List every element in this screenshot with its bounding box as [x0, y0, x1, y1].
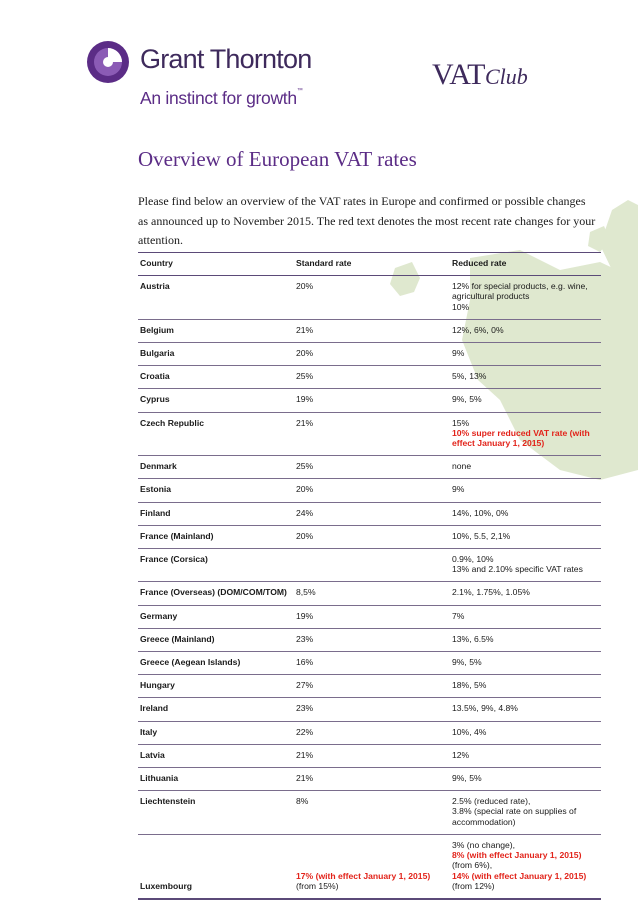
rate-line: 20% [296, 348, 314, 359]
rate-line: 7% [452, 610, 465, 621]
rate-line: 22% [296, 726, 314, 737]
rate-line: 10%, 4% [452, 726, 487, 737]
table-row [138, 721, 601, 744]
tagline-text: An instinct for growth [140, 88, 297, 108]
vat-rates-table [138, 252, 601, 900]
trademark-symbol: ™ [296, 88, 303, 94]
rate-line: 0.9%, 10% [452, 554, 494, 565]
cell-country: Estonia [138, 479, 294, 502]
cell-country: Belgium [138, 319, 294, 342]
cell-reduced-rate [450, 319, 601, 342]
cell-standard-rate [294, 768, 450, 791]
cell-reduced-rate [450, 343, 601, 366]
rate-line: none [452, 461, 472, 472]
table-row [138, 791, 601, 835]
table-row [138, 276, 601, 320]
rate-change-highlight: 17% (with effect January 1, 2015) [296, 870, 431, 881]
cell-standard-rate [294, 366, 450, 389]
rate-line: 21% [296, 773, 314, 784]
cell-country: Croatia [138, 366, 294, 389]
rate-line: 19% [296, 394, 314, 405]
cell-standard-rate [294, 628, 450, 651]
cell-reduced-rate [450, 479, 601, 502]
rate-line: 25% [296, 461, 314, 472]
rate-line: 10%, 5.5, 2,1% [452, 530, 511, 541]
cell-standard-rate [294, 791, 450, 835]
rate-line: 8% [296, 796, 309, 807]
cell-country: Italy [138, 721, 294, 744]
cell-standard-rate [294, 582, 450, 605]
company-name: Grant Thornton [140, 44, 312, 74]
cell-country: Hungary [138, 675, 294, 698]
cell-standard-rate [294, 343, 450, 366]
rate-line: 2.5% (reduced rate), [452, 796, 531, 807]
table-row [138, 343, 601, 366]
rate-line: 9%, 5% [452, 773, 482, 784]
rate-line: 25% [296, 371, 314, 382]
cell-reduced-rate [450, 721, 601, 744]
cell-standard-rate [294, 319, 450, 342]
rate-change-highlight: 10% super reduced VAT rate (with effect January 1, 2015) [452, 427, 590, 449]
table-row [138, 675, 601, 698]
cell-standard-rate [294, 456, 450, 479]
page-title: Overview of European VAT rates [138, 147, 417, 171]
vat-club-club: Club [484, 64, 528, 89]
cell-country: Czech Republic [138, 412, 294, 456]
rate-line: 12%, 6%, 0% [452, 324, 504, 335]
rate-line: 14%, 10%, 0% [452, 507, 509, 518]
column-header-reduced-rate: Reduced rate [450, 253, 601, 276]
rate-line: 3.8% (special rate on supplies of accommodation) [452, 806, 577, 827]
table-row [138, 502, 601, 525]
cell-country: Lithuania [138, 768, 294, 791]
rate-line: 21% [296, 749, 314, 760]
cell-reduced-rate [450, 628, 601, 651]
table-row [138, 479, 601, 502]
cell-country: Denmark [138, 456, 294, 479]
rate-line: 9% [452, 484, 465, 495]
cell-country: France (Mainland) [138, 525, 294, 548]
rate-line: (from 12%) [452, 880, 495, 891]
cell-standard-rate [294, 502, 450, 525]
rate-change-highlight: 8% (with effect January 1, 2015) [452, 850, 582, 861]
table-row [138, 319, 601, 342]
cell-reduced-rate [450, 675, 601, 698]
rate-line: 2.1%, 1.75%, 1.05% [452, 587, 530, 598]
cell-standard-rate [294, 605, 450, 628]
cell-country: Finland [138, 502, 294, 525]
cell-standard-rate [294, 675, 450, 698]
cell-country: Greece (Aegean Islands) [138, 652, 294, 675]
rate-line: 12% for special products, e.g. wine, agricultural products [452, 281, 588, 302]
cell-country: Cyprus [138, 389, 294, 412]
rate-line: 9%, 5% [452, 394, 482, 405]
table-row [138, 652, 601, 675]
rate-line: 20% [296, 530, 314, 541]
cell-reduced-rate [450, 768, 601, 791]
rate-line: 24% [296, 507, 314, 518]
table-row [138, 366, 601, 389]
cell-standard-rate [294, 834, 450, 899]
table-row [138, 389, 601, 412]
cell-reduced-rate [450, 698, 601, 721]
table-row [138, 768, 601, 791]
rate-line: 9% [452, 348, 465, 359]
cell-reduced-rate [450, 605, 601, 628]
table-row [138, 582, 601, 605]
cell-reduced-rate [450, 652, 601, 675]
rate-line: 21% [296, 324, 314, 335]
cell-country: Bulgaria [138, 343, 294, 366]
rate-line: 18%, 5% [452, 680, 487, 691]
table-body [138, 276, 601, 899]
rate-line: (from 6%), [452, 860, 493, 871]
cell-reduced-rate [450, 389, 601, 412]
cell-standard-rate [294, 721, 450, 744]
cell-standard-rate [294, 525, 450, 548]
cell-standard-rate [294, 698, 450, 721]
table-row [138, 834, 601, 899]
table-row [138, 456, 601, 479]
cell-country: Greece (Mainland) [138, 628, 294, 651]
table-header-row [138, 253, 601, 276]
cell-country: Luxembourg [138, 834, 294, 899]
cell-reduced-rate [450, 582, 601, 605]
rate-change-highlight: 14% (with effect January 1, 2015) [452, 870, 587, 881]
rate-line: 3% (no change), [452, 839, 516, 850]
rate-line: 20% [296, 281, 314, 292]
rate-line: 10% [452, 301, 470, 312]
rate-line: 19% [296, 610, 314, 621]
cell-standard-rate [294, 652, 450, 675]
table-row [138, 525, 601, 548]
table-row [138, 698, 601, 721]
cell-reduced-rate [450, 549, 601, 582]
cell-reduced-rate [450, 456, 601, 479]
cell-reduced-rate [450, 744, 601, 767]
cell-country: France (Overseas) (DOM/COM/TOM) [138, 582, 294, 605]
table-row [138, 549, 601, 582]
cell-country: Ireland [138, 698, 294, 721]
cell-standard-rate [294, 479, 450, 502]
vat-club-vat: VAT [432, 58, 485, 91]
cell-standard-rate [294, 412, 450, 456]
cell-reduced-rate [450, 412, 601, 456]
intro-paragraph: Please find below an overview of the VAT rates in Europe and confirmed or possible changes as announced up to November 2015. The red text denotes the most recent rate changes for your attention. [138, 194, 596, 247]
cell-standard-rate [294, 389, 450, 412]
cell-reduced-rate [450, 834, 601, 899]
cell-reduced-rate [450, 276, 601, 320]
rate-line: 12% [452, 749, 470, 760]
cell-reduced-rate [450, 791, 601, 835]
rate-line: 5%, 13% [452, 371, 487, 382]
cell-standard-rate [294, 276, 450, 320]
cell-standard-rate [294, 744, 450, 767]
rate-line: (from 15%) [296, 880, 339, 891]
rate-line: 9%, 5% [452, 657, 482, 668]
rate-line: 15% [452, 417, 470, 428]
column-header-country: Country [138, 253, 294, 276]
cell-country: France (Corsica) [138, 549, 294, 582]
cell-country: Latvia [138, 744, 294, 767]
rate-line: 20% [296, 484, 314, 495]
table-row [138, 412, 601, 456]
rate-line: 27% [296, 680, 314, 691]
table-row [138, 605, 601, 628]
cell-country: Liechtenstein [138, 791, 294, 835]
rate-line: 13% and 2.10% specific VAT rates [452, 564, 583, 575]
rate-line: 13%, 6.5% [452, 633, 494, 644]
cell-reduced-rate [450, 502, 601, 525]
rate-line: 21% [296, 417, 314, 428]
cell-reduced-rate [450, 366, 601, 389]
rate-line: 8,5% [296, 587, 316, 598]
cell-country: Germany [138, 605, 294, 628]
cell-country: Austria [138, 276, 294, 320]
table-row [138, 628, 601, 651]
rate-line: 13.5%, 9%, 4.8% [452, 703, 518, 714]
cell-standard-rate [294, 549, 450, 582]
cell-reduced-rate [450, 525, 601, 548]
column-header-standard-rate: Standard rate [294, 253, 450, 276]
rate-line: 16% [296, 657, 314, 668]
rate-line: 23% [296, 703, 314, 714]
rate-line: 23% [296, 633, 314, 644]
table-row [138, 744, 601, 767]
